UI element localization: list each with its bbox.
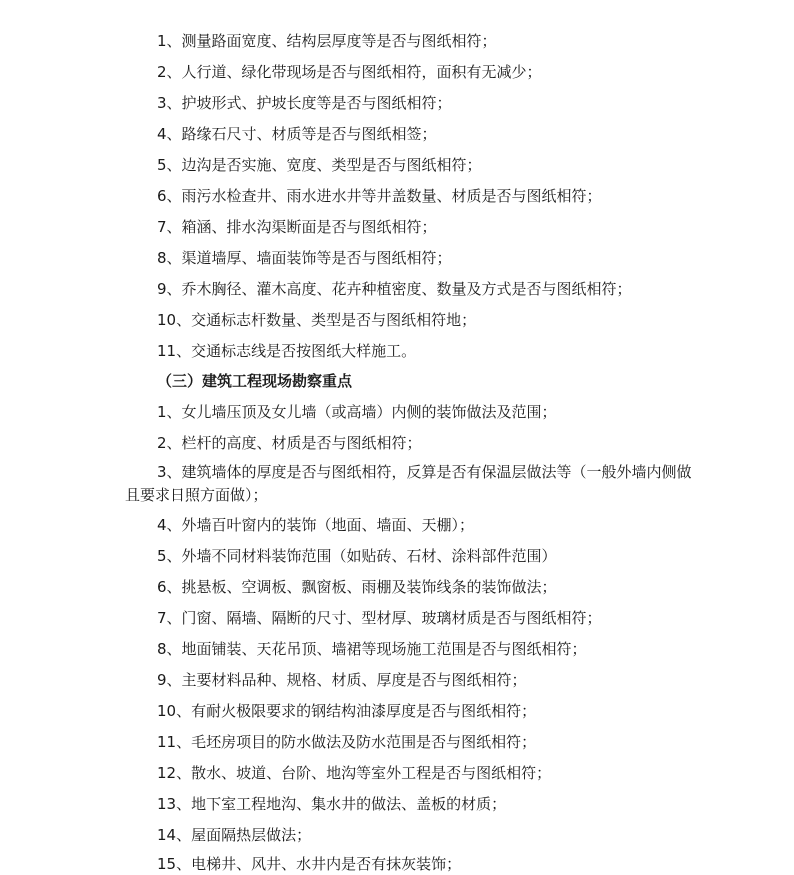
list-item: 8、地面铺装、天花吊顶、墙裙等现场施工范围是否与图纸相符； [157, 640, 587, 658]
list-item: 8、渠道墙厚、墙面装饰等是否与图纸相符； [157, 249, 452, 267]
list-item: 4、外墙百叶窗内的装饰（地面、墙面、天棚）； [157, 516, 475, 534]
list-item: 7、箱涵、排水沟渠断面是否与图纸相符； [157, 218, 437, 236]
list-item: 14、屋面隔热层做法； [157, 826, 312, 844]
list-item: 5、边沟是否实施、宽度、类型是否与图纸相符； [157, 156, 482, 174]
list-item: 4、路缘石尺寸、材质等是否与图纸相签； [157, 125, 437, 143]
list-item: 1、测量路面宽度、结构层厚度等是否与图纸相符； [157, 32, 497, 50]
list-item: 6、雨污水检查井、雨水进水井等井盖数量、材质是否与图纸相符； [157, 187, 602, 205]
section-heading: （三）建筑工程现场勘察重点 [157, 372, 353, 390]
list-item: 6、挑悬板、空调板、飘窗板、雨棚及装饰线条的装饰做法； [157, 578, 557, 596]
list-item: 11、毛坯房项目的防水做法及防水范围是否与图纸相符； [157, 733, 537, 751]
list-item: 11、交通标志线是否按图纸大样施工。 [157, 342, 417, 360]
list-item: 9、乔木胸径、灌木高度、花卉种植密度、数量及方式是否与图纸相符； [157, 280, 632, 298]
list-item: 7、门窗、隔墙、隔断的尺寸、型材厚、玻璃材质是否与图纸相符； [157, 609, 602, 627]
list-item: 3、护坡形式、护坡长度等是否与图纸相符； [157, 94, 452, 112]
list-item: 10、有耐火极限要求的钢结构油漆厚度是否与图纸相符； [157, 702, 537, 720]
list-item: 5、外墙不同材料装饰范围（如贴砖、石材、涂料部件范围） [157, 547, 557, 565]
list-item: 2、人行道、绿化带现场是否与图纸相符，面积有无减少； [157, 63, 542, 81]
list-item: 10、交通标志杆数量、类型是否与图纸相符地； [157, 311, 477, 329]
list-item: 1、女儿墙压顶及女儿墙（或高墙）内侧的装饰做法及范围； [157, 403, 557, 421]
list-item: 2、栏杆的高度、材质是否与图纸相符； [157, 434, 422, 452]
list-item: 13、地下室工程地沟、集水井的做法、盖板的材质； [157, 795, 507, 813]
list-item: 15、电梯井、风井、水井内是否有抹灰装饰； [157, 855, 462, 873]
list-item: 3、建筑墙体的厚度是否与图纸相符，反算是否有保温层做法等（一般外墙内侧做且要求日照方面做）； [125, 463, 692, 504]
list-item: 12、散水、坡道、台阶、地沟等室外工程是否与图纸相符； [157, 764, 552, 782]
list-item: 9、主要材料品种、规格、材质、厚度是否与图纸相符； [157, 671, 527, 689]
